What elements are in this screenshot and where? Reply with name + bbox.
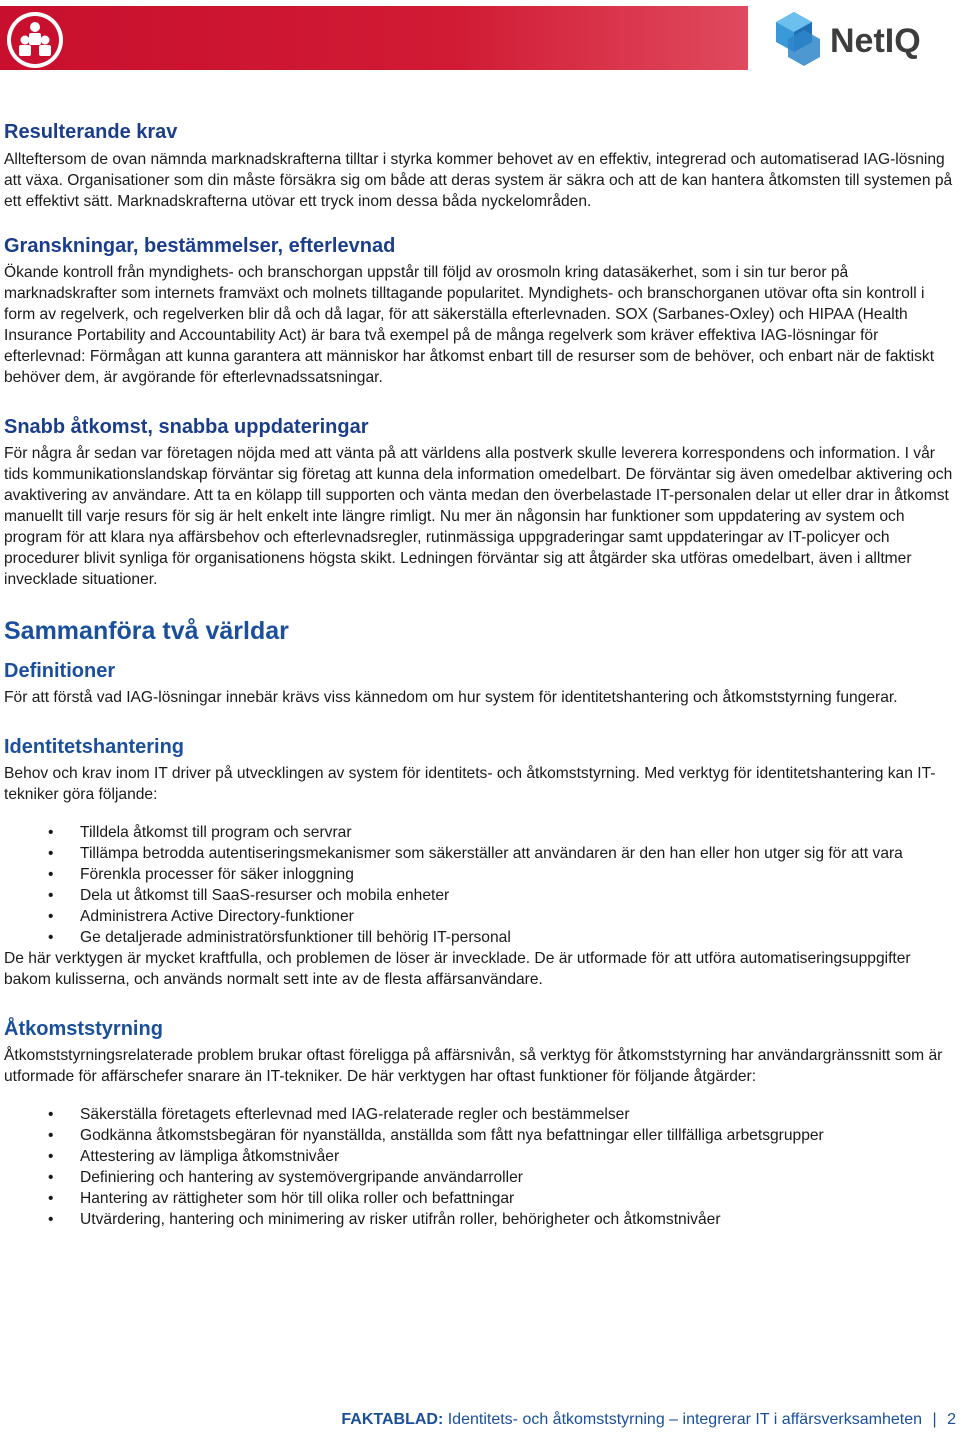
list-item: • Tilldela åtkomst till program och servrar	[4, 822, 958, 843]
list-item: • Definiering och hantering av systemövergripande användarroller	[4, 1167, 958, 1188]
list-item: • Attestering av lämpliga åtkomstnivåer	[4, 1146, 958, 1167]
section-title: Definitioner	[4, 660, 116, 682]
chapter-title: Sammanföra två världar	[4, 617, 289, 645]
list-item: • Ge detaljerade administratörsfunktioner till behörig IT-personal	[4, 927, 958, 948]
section-title: Snabb åtkomst, snabba uppdateringar	[4, 416, 369, 438]
list-item: • Tillämpa betrodda autentiseringsmekanismer som säkerställer att användaren är den han eller hon utger sig för att vara	[4, 843, 958, 864]
footer-title: Identitets- och åtkomststyrning – integrerar IT i affärsverksamheten	[447, 1411, 923, 1428]
section-title: Åtkomststyrning	[4, 1018, 163, 1040]
section-outro: De här verktygen är mycket kraftfulla, och problemen de löser är invecklade. De är utformade för att utföra automatiseringsuppgifter bakom kulisserna, och används normalt sett inte av de flesta affärsanvändare.	[4, 950, 911, 988]
section-body: Allteftersom de ovan nämnda marknadskrafterna tilltar i styrka kommer behovet av en effektiv, integrerad och automatiserad IAG-lösning att växa. Organisationer som din måste försäkra sig om både att deras system är säkra och att de kan hantera åtkomsten till systemen på ett effektivt sätt. Marknadskrafterna utövar ett tryck inom dessa båda nyckelområden.	[4, 151, 953, 210]
document-body	[4, 118, 958, 1230]
section-body: För några år sedan var företagen nöjda med att vänta på att världens alla postverk skulle leverera korrespondens och information. I vår tids kommunikationslandskap förväntar sig företag att kunna dela information omedelbart. De förväntar sig även omedelbar aktivering och avaktivering av användare. Att ta en kölapp till supporten och vänta medan den överbelastade IT-personalen delar ut eller drar in åtkomst manuellt till varje resurs för sig är helt enkelt inte längre rimligt. Nu mer än någonsin har funktioner som uppdatering av system och program för att klara nya affärsbehov och efterlevnadsregler, rutinmässiga uppgraderingar samt uppdateringar av IT-policyer och procedurer blivit synliga för organisationens högsta skikt. Ledningen förväntar sig att åtgärder ska utföras omedelbart, även i alltmer invecklade situationer.	[4, 445, 953, 588]
bullet-list	[4, 1104, 958, 1230]
section-title: Granskningar, bestämmelser, efterlevnad	[4, 235, 396, 257]
section-body: För att förstå vad IAG-lösningar innebär krävs viss kännedom om hur system för identitetshantering och åtkomststyrning fungerar.	[4, 689, 898, 706]
section-intro: Behov och krav inom IT driver på utvecklingen av system för identitets- och åtkomststyrning. Med verktyg för identitetshantering kan IT-tekniker göra följande:	[4, 765, 936, 803]
list-item: • Säkerställa företagets efterlevnad med IAG-relaterade regler och bestämmelser	[4, 1104, 958, 1125]
list-item: • Förenkla processer för säker inloggning	[4, 864, 958, 885]
footer-separator: |	[932, 1411, 937, 1428]
svg-text:NetIQ: NetIQ	[830, 22, 921, 60]
section-intro: Åtkomststyrningsrelaterade problem brukar oftast föreligga på affärsnivån, så verktyg för åtkomststyrning har användargränssnitt som är utformade för affärschefer snarare än IT-tekniker. De här verktygen har oftast funktioner för följande åtgärder:	[4, 1047, 943, 1085]
list-item: • Administrera Active Directory-funktioner	[4, 906, 958, 927]
people-icon	[6, 11, 64, 69]
header-banner	[0, 6, 748, 70]
list-item: • Utvärdering, hantering och minimering av risker utifrån roller, behörigheter och åtkomstnivåer	[4, 1209, 958, 1230]
list-item: • Dela ut åtkomst till SaaS-resurser och mobila enheter	[4, 885, 958, 906]
netiq-logo	[774, 10, 958, 68]
list-item: • Godkänna åtkomstsbegäran för nyanställda, anställda som fått nya befattningar eller tillfälliga arbetsgrupper	[4, 1125, 958, 1146]
page-number: 2	[947, 1411, 956, 1428]
section-body: Ökande kontroll från myndighets- och branschorgan uppstår till följd av orosmoln kring datasäkerhet, som i sin tur beror på marknadskrafter som internets framväxt och molnets tilltagande popularitet. Myndighets- och branschorganen utövar ofta sin kontroll i form av regelverk, och regelverken blir då och då lagar, för att säkerställa efterlevnaden. SOX (Sarbanes-Oxley) och HIPAA (Health Insurance Portability and Accountability Act) är bara två exempel på de många regelverk som kräver effektiva IAG-lösningar för efterlevnad: Förmågan att kunna garantera att människor har åtkomst enbart till de resurser som de behöver, och enbart när de faktiskt behöver dem, är avgörande för efterlevnadssatsningar.	[4, 264, 935, 386]
page-footer	[341, 1409, 956, 1431]
list-item: • Hantering av rättigheter som hör till olika roller och befattningar	[4, 1188, 958, 1209]
bullet-list	[4, 822, 958, 948]
section-title: Resulterande krav	[4, 121, 178, 143]
section-title: Identitetshantering	[4, 736, 185, 758]
footer-label: FAKTABLAD:	[341, 1411, 444, 1428]
